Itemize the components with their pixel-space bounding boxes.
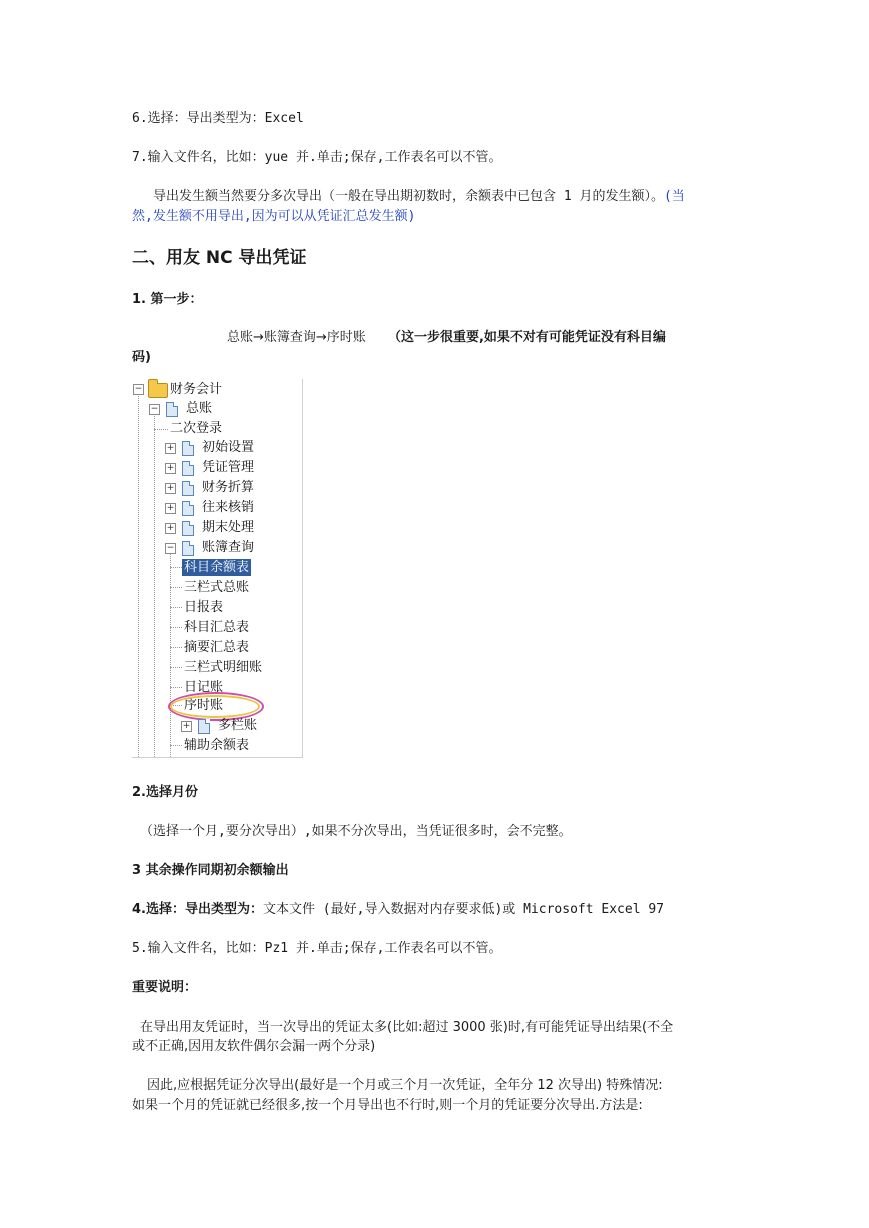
step-1-title: 1. 第一步： <box>132 292 203 307</box>
document-icon <box>182 461 194 476</box>
step-6: 6.选择：导出类型为：Excel <box>132 111 304 126</box>
tree-item[interactable]: 三栏式明细账 <box>184 660 263 675</box>
important-p1-line2: 或不正确,因用友软件偶尔会漏一两个分录) <box>132 1039 376 1054</box>
important-p2-line1: 因此,应根据凭证分次导出(最好是一个月或三个月一次凭证，全年分 12 次导出) 特殊情况: <box>147 1078 663 1093</box>
tree-group-label[interactable]: 凭证管理 <box>202 460 255 475</box>
expand-icon[interactable]: + <box>166 523 175 533</box>
menu-path-text: 总账→账簿查询→序时账 <box>227 330 366 345</box>
highlight-circle <box>170 695 260 718</box>
document-icon <box>166 402 178 417</box>
note-blue-text: (当 <box>663 189 685 204</box>
tree-books-label[interactable]: 账簿查询 <box>202 540 255 555</box>
expand-icon[interactable]: + <box>166 463 175 473</box>
section-heading: 二、用友 NC 导出凭证 <box>132 248 307 268</box>
document-icon <box>182 481 194 496</box>
tree-ledger-label[interactable]: 总账 <box>186 401 213 416</box>
tree-root-label[interactable]: 财务会计 <box>170 382 223 397</box>
tree-item-selected[interactable]: 科目余额表 <box>184 560 250 575</box>
tree-item[interactable]: 日报表 <box>184 600 224 615</box>
step-4 <box>132 898 664 917</box>
note-text: 导出发生额当然要分多次导出（一般在导出期初数时，余额表中已包含 1 月的发生额）。 <box>153 189 664 204</box>
note-paragraph-line2: 然,发生额不用导出,因为可以从凭证汇总发生额) <box>132 209 416 224</box>
expand-icon[interactable]: + <box>166 503 175 513</box>
tree-group-label[interactable]: 往来核销 <box>202 500 255 515</box>
expand-icon[interactable]: + <box>166 483 175 493</box>
important-p2-line2: 如果一个月的凭证就已经很多,按一个月导出也不行时,则一个月的凭证要分次导出.方法是: <box>132 1098 643 1113</box>
tree-relogin-label[interactable]: 二次登录 <box>170 421 223 436</box>
collapse-icon[interactable]: − <box>166 543 175 553</box>
document-icon <box>198 719 210 734</box>
folder-open-icon <box>148 383 168 398</box>
tree-screenshot <box>132 379 303 758</box>
menu-path-note-cont: 码) <box>132 350 151 365</box>
document-icon <box>182 521 194 536</box>
expand-icon[interactable]: + <box>166 443 175 453</box>
step-3: 3 其余操作同期初余额输出 <box>132 863 289 878</box>
important-title: 重要说明： <box>132 980 198 995</box>
tree-item[interactable]: 日记账 <box>184 680 224 695</box>
note-paragraph-line1 <box>153 185 685 204</box>
expand-icon[interactable]: + <box>182 721 191 731</box>
tree-item-highlighted[interactable]: 序时账 <box>184 698 224 713</box>
tree-group-label[interactable]: 期末处理 <box>202 520 255 535</box>
menu-path-note: （这一步很重要,如果不对有可能凭证没有科目编 <box>387 330 666 345</box>
tree-item[interactable]: 辅助余额表 <box>184 738 250 753</box>
collapse-icon[interactable]: − <box>150 404 159 414</box>
step-7: 7.输入文件名，比如：yue 并.单击;保存,工作表名可以不管。 <box>132 150 502 165</box>
step-4-body: 文本文件 (最好,导入数据对内存要求低)或 Microsoft Excel 97 <box>262 902 664 917</box>
tree-group-label[interactable]: 财务折算 <box>202 480 255 495</box>
collapse-icon[interactable]: − <box>134 384 143 394</box>
step-2-title: 2.选择月份 <box>132 785 198 800</box>
menu-path <box>227 326 666 345</box>
tree-item[interactable]: 摘要汇总表 <box>184 640 250 655</box>
step-4-label: 4.选择：导出类型为： <box>132 902 263 917</box>
document-icon <box>182 501 194 516</box>
important-p1-line1: 在导出用友凭证时，当一次导出的凭证太多(比如:超过 3000 张)时,有可能凭证导出结果(不全 <box>140 1020 674 1035</box>
document-icon <box>182 541 194 556</box>
tree-multi-label[interactable]: 多栏账 <box>218 718 258 733</box>
tree-group-label[interactable]: 初始设置 <box>202 440 255 455</box>
document-icon <box>182 441 194 456</box>
step-5: 5.输入文件名，比如：Pz1 并.单击;保存,工作表名可以不管。 <box>132 941 502 956</box>
tree-item[interactable]: 科目汇总表 <box>184 620 250 635</box>
step-2-body: （选择一个月,要分次导出）,如果不分次导出，当凭证很多时，会不完整。 <box>140 824 572 839</box>
tree-item[interactable]: 三栏式总账 <box>184 580 250 595</box>
